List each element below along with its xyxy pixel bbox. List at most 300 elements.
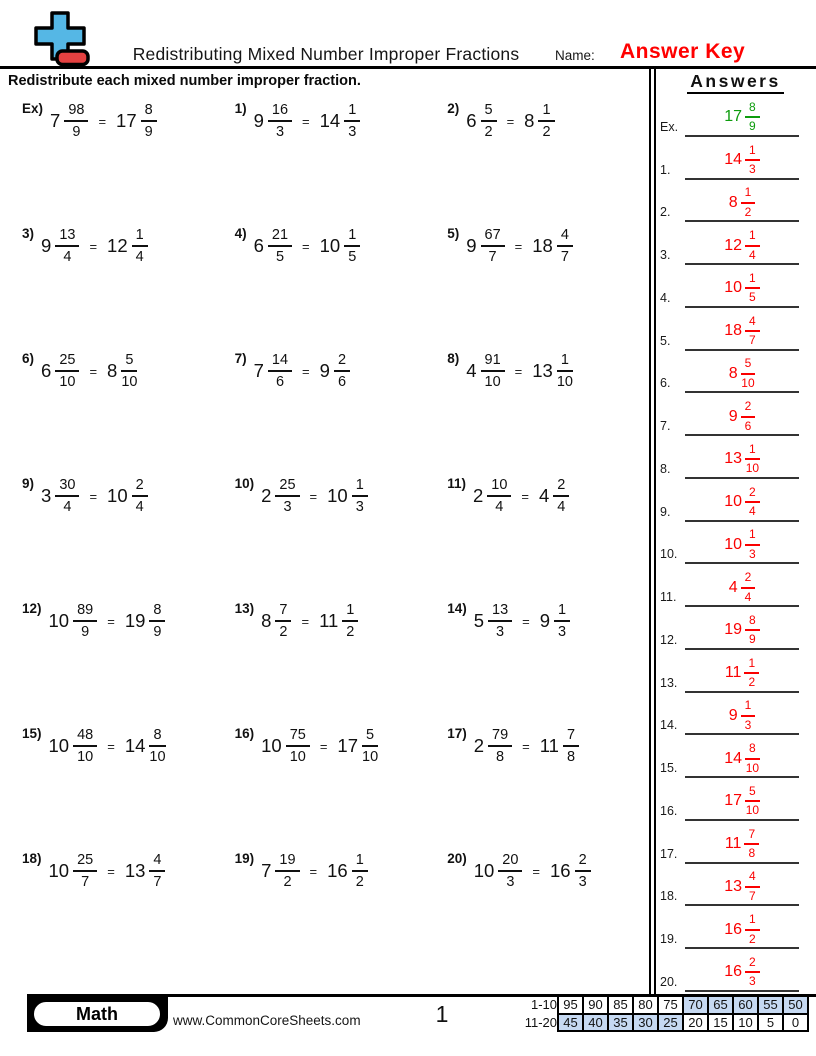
denominator: 10 bbox=[59, 374, 76, 391]
score-cell: 75 bbox=[658, 996, 683, 1014]
problem-equation bbox=[235, 852, 434, 890]
mixed-number bbox=[50, 102, 88, 140]
problem-equation bbox=[22, 477, 221, 515]
website-url: www.CommonCoreSheets.com bbox=[173, 1013, 361, 1028]
numerator: 2 bbox=[553, 477, 569, 497]
problem-number: 15) bbox=[22, 726, 42, 741]
answers-heading bbox=[655, 71, 816, 92]
mixed-number bbox=[41, 477, 79, 515]
problem-equation bbox=[235, 227, 434, 265]
fraction bbox=[745, 528, 760, 561]
mixed-number bbox=[474, 602, 512, 640]
answer-mixed-number bbox=[724, 101, 759, 134]
problem bbox=[8, 846, 221, 971]
problem-row bbox=[8, 96, 646, 221]
numerator: 1 bbox=[132, 227, 148, 247]
equals-sign: = bbox=[302, 238, 310, 254]
fraction bbox=[149, 727, 165, 765]
score-cell: 95 bbox=[558, 996, 583, 1014]
result-mixed-number bbox=[320, 102, 361, 140]
answer-row bbox=[655, 864, 816, 907]
result-mixed-number bbox=[327, 477, 368, 515]
answer-mixed-number bbox=[729, 186, 756, 219]
fraction bbox=[73, 602, 97, 640]
denominator: 10 bbox=[556, 374, 573, 391]
numerator: 2 bbox=[745, 486, 760, 503]
problem bbox=[433, 846, 646, 971]
numerator: 48 bbox=[73, 727, 97, 747]
problem bbox=[221, 96, 434, 221]
fraction bbox=[745, 956, 760, 989]
whole-number: 10 bbox=[48, 860, 70, 882]
answer-number: 11. bbox=[660, 590, 677, 604]
denominator: 7 bbox=[560, 249, 569, 266]
answer-mixed-number bbox=[724, 144, 759, 177]
equals-sign: = bbox=[309, 488, 318, 504]
whole-number: 9 bbox=[466, 235, 477, 257]
problem-equation bbox=[447, 602, 646, 640]
equals-sign: = bbox=[319, 738, 328, 754]
equals-sign: = bbox=[89, 488, 98, 504]
denominator: 4 bbox=[749, 504, 756, 519]
fraction bbox=[741, 357, 756, 390]
whole-number: 18 bbox=[532, 235, 553, 257]
whole-number: 8 bbox=[728, 193, 738, 211]
fraction bbox=[745, 101, 760, 134]
answer-row bbox=[655, 821, 816, 864]
numerator: 10 bbox=[487, 477, 511, 497]
header-divider bbox=[0, 66, 816, 69]
numerator: 4 bbox=[557, 227, 573, 247]
problem bbox=[221, 721, 434, 846]
numerator: 4 bbox=[745, 315, 760, 332]
problem-number: 20) bbox=[447, 851, 467, 866]
answer-row bbox=[655, 265, 816, 308]
result-mixed-number bbox=[524, 102, 554, 140]
whole-number: 12 bbox=[724, 236, 743, 254]
equals-sign: = bbox=[89, 363, 98, 379]
problem-equation bbox=[447, 352, 646, 390]
answer-number: 15. bbox=[660, 761, 678, 775]
fraction bbox=[745, 229, 760, 262]
result-mixed-number bbox=[540, 602, 570, 640]
whole-number: 2 bbox=[472, 485, 484, 507]
answer-number: 5. bbox=[660, 333, 671, 348]
whole-number: 7 bbox=[253, 360, 264, 382]
denominator: 9 bbox=[749, 119, 756, 134]
problem bbox=[433, 471, 646, 596]
denominator: 4 bbox=[557, 499, 566, 516]
result-mixed-number bbox=[550, 852, 591, 890]
problem-equation bbox=[22, 852, 221, 890]
numerator: 1 bbox=[745, 913, 760, 930]
answer-number: 18. bbox=[660, 889, 678, 904]
result-mixed-number bbox=[327, 852, 368, 890]
answer-value bbox=[685, 486, 799, 519]
problem-number: 10) bbox=[234, 476, 255, 491]
denominator: 10 bbox=[289, 749, 306, 766]
problem bbox=[221, 596, 434, 721]
fraction bbox=[741, 571, 756, 604]
score-range-label: 1-10 bbox=[530, 997, 557, 1013]
denominator: 7 bbox=[749, 888, 756, 903]
result-mixed-number bbox=[320, 227, 361, 265]
numerator: 4 bbox=[149, 852, 165, 872]
fraction bbox=[286, 727, 310, 765]
denominator: 6 bbox=[744, 418, 752, 433]
numerator: 5 bbox=[362, 727, 378, 747]
fraction bbox=[741, 400, 756, 433]
mixed-number bbox=[466, 352, 504, 390]
score-cell: 35 bbox=[608, 1014, 633, 1032]
problem bbox=[8, 221, 221, 346]
denominator: 7 bbox=[488, 249, 497, 266]
answer-mixed-number bbox=[724, 443, 759, 476]
fraction bbox=[488, 727, 512, 765]
fraction bbox=[275, 852, 299, 890]
fraction bbox=[488, 602, 512, 640]
fraction bbox=[268, 102, 292, 140]
result-mixed-number bbox=[539, 477, 569, 515]
result-mixed-number bbox=[337, 727, 378, 765]
denominator: 10 bbox=[362, 749, 379, 766]
denominator: 4 bbox=[135, 499, 144, 516]
numerator: 1 bbox=[538, 102, 554, 122]
equals-sign: = bbox=[301, 613, 310, 629]
problem bbox=[433, 596, 646, 721]
denominator: 2 bbox=[355, 874, 364, 891]
score-cell: 30 bbox=[633, 1014, 658, 1032]
equals-sign: = bbox=[514, 363, 523, 379]
answer-number: Ex. bbox=[660, 119, 679, 134]
mixed-number bbox=[49, 727, 98, 765]
fraction bbox=[141, 102, 157, 140]
score-cell: 10 bbox=[733, 1014, 758, 1032]
numerator: 1 bbox=[352, 477, 368, 497]
fraction bbox=[481, 352, 505, 390]
denominator: 5 bbox=[275, 249, 285, 266]
answer-mixed-number bbox=[724, 486, 759, 519]
denominator: 7 bbox=[153, 874, 162, 891]
numerator: 20 bbox=[498, 852, 522, 872]
whole-number: 8 bbox=[261, 610, 272, 632]
answer-number: 3. bbox=[660, 248, 671, 262]
mixed-number bbox=[474, 727, 512, 765]
fraction bbox=[745, 742, 760, 775]
fraction bbox=[745, 486, 760, 519]
result-mixed-number bbox=[532, 352, 573, 390]
answer-row bbox=[655, 308, 816, 351]
result-mixed-number bbox=[532, 227, 573, 265]
answer-value bbox=[685, 528, 799, 561]
denominator: 10 bbox=[121, 374, 138, 391]
problem bbox=[8, 596, 221, 721]
answer-mixed-number bbox=[725, 828, 759, 861]
denominator: 9 bbox=[153, 624, 162, 641]
whole-number: 4 bbox=[539, 485, 550, 507]
fraction bbox=[344, 227, 360, 265]
problem bbox=[433, 721, 646, 846]
problem-equation bbox=[235, 727, 434, 765]
answer-number: 19. bbox=[660, 932, 678, 946]
fraction bbox=[268, 352, 292, 390]
answers-list bbox=[655, 94, 816, 992]
instruction-text: Redistribute each mixed number improper fraction. bbox=[8, 73, 361, 89]
equals-sign: = bbox=[107, 738, 115, 754]
numerator: 8 bbox=[745, 742, 760, 759]
mixed-number bbox=[466, 102, 496, 140]
denominator: 6 bbox=[275, 374, 285, 391]
problem-number: 3) bbox=[22, 226, 35, 241]
problem-number: 12) bbox=[22, 601, 42, 616]
problem-number: 18) bbox=[22, 851, 42, 866]
fraction bbox=[553, 477, 569, 515]
denominator: 3 bbox=[744, 717, 752, 732]
answer-row bbox=[655, 351, 816, 394]
whole-number: 12 bbox=[107, 235, 128, 257]
score-cell: 65 bbox=[708, 996, 733, 1014]
whole-number: 13 bbox=[532, 360, 553, 382]
whole-number: 17 bbox=[724, 108, 743, 126]
whole-number: 17 bbox=[116, 110, 137, 132]
score-row bbox=[507, 1014, 808, 1032]
problem-row bbox=[8, 471, 646, 596]
mixed-number bbox=[466, 227, 504, 265]
answer-number: 12. bbox=[660, 632, 678, 647]
result-mixed-number bbox=[116, 102, 157, 140]
fraction bbox=[745, 144, 760, 177]
problem bbox=[221, 471, 434, 596]
score-cell: 55 bbox=[758, 996, 783, 1014]
denominator: 7 bbox=[81, 874, 90, 891]
numerator: 1 bbox=[344, 227, 360, 247]
result-mixed-number bbox=[320, 352, 350, 390]
answer-number: 13. bbox=[660, 675, 678, 690]
answer-mixed-number bbox=[729, 400, 756, 433]
denominator: 9 bbox=[81, 624, 90, 641]
score-cell: 85 bbox=[608, 996, 633, 1014]
denominator: 9 bbox=[144, 124, 153, 141]
answer-mixed-number bbox=[724, 742, 759, 775]
numerator: 7 bbox=[744, 828, 759, 845]
numerator: 1 bbox=[745, 229, 760, 246]
numerator: 2 bbox=[741, 571, 756, 588]
mixed-number bbox=[474, 852, 523, 890]
answer-number: 1. bbox=[660, 162, 671, 177]
answer-row bbox=[655, 693, 816, 736]
numerator: 1 bbox=[745, 528, 760, 545]
whole-number: 10 bbox=[724, 493, 743, 511]
answer-number: 7. bbox=[660, 419, 671, 433]
numerator: 8 bbox=[149, 602, 165, 622]
problem-number: 4) bbox=[234, 226, 247, 241]
equals-sign: = bbox=[89, 238, 98, 254]
answer-mixed-number bbox=[724, 272, 759, 305]
denominator: 3 bbox=[749, 162, 756, 177]
problem-equation bbox=[235, 602, 434, 640]
denominator: 9 bbox=[72, 124, 81, 141]
numerator: 1 bbox=[745, 144, 760, 161]
whole-number: 10 bbox=[327, 485, 348, 507]
problem-equation bbox=[447, 727, 646, 765]
problem-number: Ex) bbox=[22, 101, 44, 116]
fraction bbox=[342, 602, 358, 640]
answer-row bbox=[655, 479, 816, 522]
equals-sign: = bbox=[521, 488, 529, 504]
whole-number: 11 bbox=[724, 835, 742, 853]
whole-number: 9 bbox=[728, 706, 738, 724]
whole-number: 16 bbox=[327, 860, 348, 882]
denominator: 4 bbox=[495, 499, 504, 516]
denominator: 4 bbox=[63, 499, 72, 516]
problem-number: 7) bbox=[234, 351, 247, 366]
problem-number: 8) bbox=[447, 351, 460, 366]
score-cell: 45 bbox=[558, 1014, 583, 1032]
fraction bbox=[744, 828, 759, 861]
problem-equation bbox=[22, 102, 221, 140]
answer-mixed-number bbox=[725, 657, 759, 690]
answer-row bbox=[655, 222, 816, 265]
fraction bbox=[481, 227, 505, 265]
numerator: 7 bbox=[275, 602, 291, 622]
whole-number: 14 bbox=[724, 749, 743, 767]
numerator: 25 bbox=[275, 477, 299, 497]
problem-number: 13) bbox=[234, 601, 255, 616]
whole-number: 8 bbox=[107, 360, 118, 382]
problem-equation bbox=[22, 227, 221, 265]
answer-number: 9. bbox=[660, 504, 671, 519]
subject-badge bbox=[27, 996, 168, 1032]
answers-heading-label: Answers bbox=[687, 71, 783, 94]
answer-mixed-number bbox=[724, 956, 759, 989]
fraction bbox=[557, 227, 573, 265]
fraction bbox=[498, 852, 522, 890]
denominator: 3 bbox=[578, 874, 587, 891]
score-cell: 50 bbox=[783, 996, 808, 1014]
whole-number: 9 bbox=[728, 407, 738, 425]
whole-number: 8 bbox=[524, 110, 535, 132]
denominator: 9 bbox=[749, 632, 756, 647]
answer-mixed-number bbox=[724, 528, 759, 561]
fraction bbox=[55, 352, 79, 390]
whole-number: 6 bbox=[41, 360, 52, 382]
numerator: 1 bbox=[344, 102, 360, 122]
numerator: 1 bbox=[557, 352, 573, 372]
fraction bbox=[275, 477, 299, 515]
problem-equation bbox=[235, 477, 434, 515]
denominator: 7 bbox=[749, 333, 756, 348]
score-cell: 0 bbox=[783, 1014, 808, 1032]
equals-sign: = bbox=[506, 113, 515, 129]
denominator: 6 bbox=[337, 374, 347, 391]
whole-number: 18 bbox=[724, 322, 743, 340]
score-cell: 40 bbox=[583, 1014, 608, 1032]
problem-number: 1) bbox=[234, 101, 247, 116]
numerator: 75 bbox=[286, 727, 310, 747]
problem-number: 16) bbox=[234, 726, 255, 741]
numerator: 16 bbox=[268, 102, 292, 122]
numerator: 1 bbox=[741, 186, 756, 203]
fraction bbox=[745, 913, 760, 946]
mixed-number bbox=[261, 602, 291, 640]
numerator: 1 bbox=[745, 272, 760, 289]
problem-row bbox=[8, 721, 646, 846]
whole-number: 14 bbox=[319, 110, 341, 132]
score-cell: 5 bbox=[758, 1014, 783, 1032]
whole-number: 10 bbox=[107, 485, 128, 507]
numerator: 13 bbox=[488, 602, 512, 622]
mixed-number bbox=[254, 352, 292, 390]
result-mixed-number bbox=[125, 602, 166, 640]
mixed-number bbox=[473, 477, 511, 515]
problem-number: 17) bbox=[447, 726, 467, 741]
fraction bbox=[575, 852, 591, 890]
result-mixed-number bbox=[107, 352, 137, 390]
denominator: 2 bbox=[542, 124, 551, 141]
score-cell: 15 bbox=[708, 1014, 733, 1032]
answer-number: 16. bbox=[660, 803, 678, 818]
mixed-number bbox=[254, 102, 292, 140]
fraction bbox=[554, 602, 570, 640]
fraction bbox=[745, 443, 760, 476]
numerator: 25 bbox=[55, 352, 79, 372]
whole-number: 14 bbox=[124, 735, 146, 757]
fraction bbox=[538, 102, 554, 140]
equals-sign: = bbox=[309, 863, 318, 879]
mixed-number bbox=[41, 352, 79, 390]
problem bbox=[8, 346, 221, 471]
whole-number: 10 bbox=[48, 735, 70, 757]
answer-value bbox=[685, 699, 799, 732]
numerator: 79 bbox=[488, 727, 512, 747]
denominator: 8 bbox=[748, 846, 756, 861]
fraction bbox=[744, 657, 759, 690]
denominator: 3 bbox=[355, 499, 364, 516]
answer-blank-line bbox=[685, 990, 799, 992]
answer-number: 6. bbox=[660, 376, 671, 391]
whole-number: 9 bbox=[253, 110, 264, 132]
answer-row bbox=[655, 436, 816, 479]
page-number: 1 bbox=[435, 1001, 449, 1027]
fraction bbox=[55, 477, 79, 515]
denominator: 3 bbox=[275, 124, 285, 141]
denominator: 2 bbox=[279, 624, 288, 641]
denominator: 2 bbox=[283, 874, 292, 891]
answer-number: 4. bbox=[660, 290, 671, 305]
problem-equation bbox=[447, 227, 646, 265]
equals-sign: = bbox=[514, 238, 523, 254]
score-table bbox=[507, 995, 809, 1032]
numerator: 2 bbox=[334, 352, 350, 372]
problem bbox=[433, 96, 646, 221]
whole-number: 10 bbox=[724, 279, 743, 297]
whole-number: 9 bbox=[41, 235, 52, 257]
whole-number: 2 bbox=[261, 485, 272, 507]
fraction bbox=[334, 352, 350, 390]
fraction bbox=[362, 727, 378, 765]
problem-number: 19) bbox=[234, 851, 255, 866]
problem-number: 2) bbox=[447, 101, 460, 116]
result-mixed-number bbox=[125, 727, 166, 765]
answer-number: 17. bbox=[660, 846, 678, 861]
answer-number: 10. bbox=[660, 547, 678, 562]
fraction bbox=[481, 102, 497, 140]
problem-number: 14) bbox=[447, 601, 467, 616]
fraction bbox=[745, 272, 760, 305]
result-mixed-number bbox=[540, 727, 579, 765]
numerator: 1 bbox=[352, 852, 368, 872]
mixed-number bbox=[49, 602, 98, 640]
